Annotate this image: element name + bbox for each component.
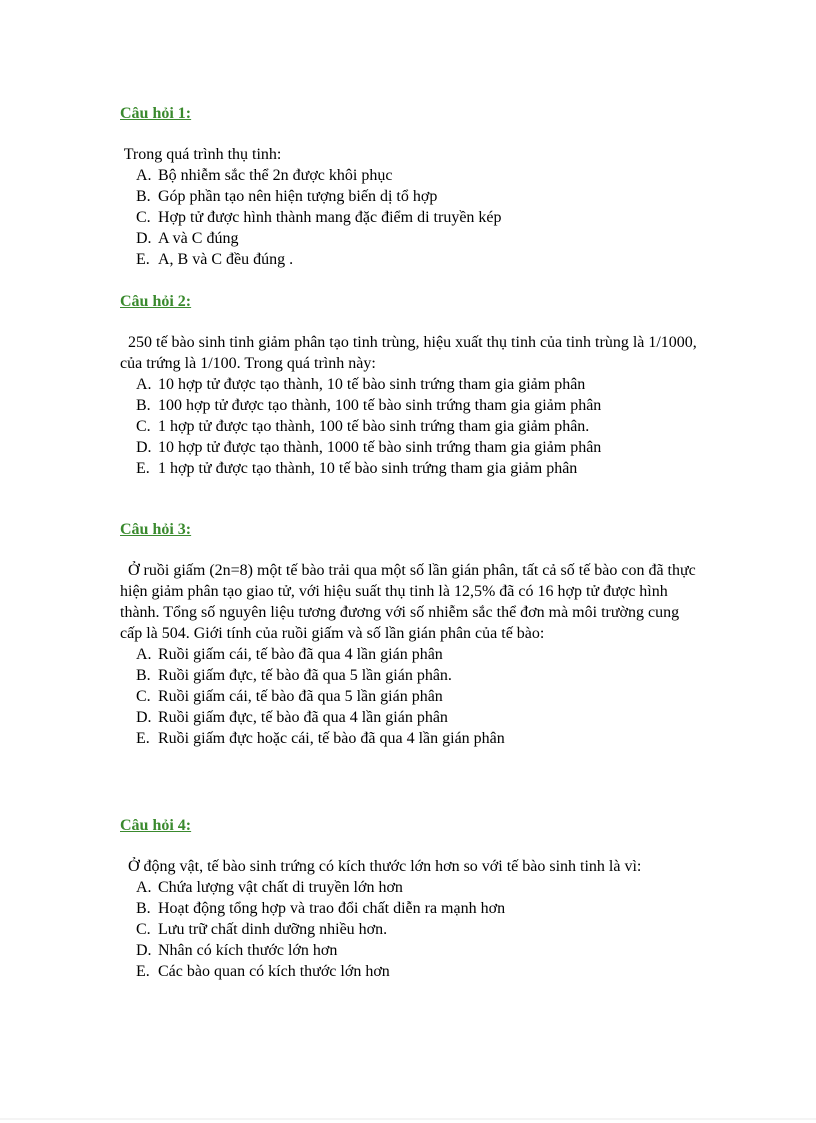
page-bottom-divider xyxy=(0,1118,816,1120)
option-text: A và C đúng xyxy=(158,230,239,247)
option-letter: E. xyxy=(136,730,150,747)
option-e xyxy=(136,728,700,749)
option-text: A, B và C đều đúng . xyxy=(158,251,294,268)
option-a xyxy=(136,877,700,898)
question-4 xyxy=(120,816,700,982)
option-letter: A. xyxy=(136,879,152,896)
option-text: 10 hợp tử được tạo thành, 10 tế bào sinh trứng tham gia giảm phân xyxy=(158,376,586,393)
option-e xyxy=(136,249,700,270)
option-d xyxy=(136,940,700,961)
option-letter: C. xyxy=(136,688,151,705)
option-a xyxy=(136,644,700,665)
option-letter: C. xyxy=(136,209,151,226)
option-b xyxy=(136,186,700,207)
option-letter: B. xyxy=(136,667,151,684)
option-letter: A. xyxy=(136,167,152,184)
option-c xyxy=(136,919,700,940)
question-title: Câu hỏi 4: xyxy=(120,817,192,834)
option-e xyxy=(136,458,700,479)
question-title: Câu hỏi 3: xyxy=(120,521,192,538)
question-stem: Ở ruồi giấm (2n=8) một tế bào trải qua một số lần gián phân, tất cả số tế bào con đã thực hiện giảm phân tạo giao tử, với hiệu suất thụ tinh là 12,5% đã có 16 hợp tử được hình thành. Tổng số nguyên liệu tương đương với số nhiễm sắc thể đơn mà môi trường cung cấp là 504. Giới tính của ruồi giấm và số lần gián phân của tế bào: xyxy=(120,562,700,642)
option-text: Các bào quan có kích thước lớn hơn xyxy=(158,963,390,980)
options-list xyxy=(120,374,700,479)
question-2 xyxy=(120,292,700,479)
option-text: Hợp tử được hình thành mang đặc điểm di truyền kép xyxy=(158,209,502,226)
question-3 xyxy=(120,520,700,749)
option-letter: A. xyxy=(136,376,152,393)
options-list xyxy=(120,644,700,749)
option-letter: D. xyxy=(136,230,152,247)
option-text: Ruồi giấm đực, tế bào đã qua 5 lần gián phân. xyxy=(158,667,452,684)
question-1 xyxy=(120,104,700,270)
option-letter: C. xyxy=(136,921,151,938)
option-text: Nhân có kích thước lớn hơn xyxy=(158,942,338,959)
option-text: 100 hợp tử được tạo thành, 100 tế bào sinh trứng tham gia giảm phân xyxy=(158,397,602,414)
option-text: Ruồi giấm đực hoặc cái, tế bào đã qua 4 lần gián phân xyxy=(158,730,505,747)
option-letter: D. xyxy=(136,439,152,456)
options-list xyxy=(120,877,700,982)
option-letter: E. xyxy=(136,963,150,980)
option-text: Hoạt động tổng hợp và trao đổi chất diễn ra mạnh hơn xyxy=(158,900,506,917)
option-c xyxy=(136,416,700,437)
question-stem: 250 tế bào sinh tinh giảm phân tạo tinh trùng, hiệu xuất thụ tinh của tinh trùng là 1/1000, của trứng là 1/100. Trong quá trình này: xyxy=(120,334,701,372)
option-letter: D. xyxy=(136,942,152,959)
option-c xyxy=(136,686,700,707)
option-letter: E. xyxy=(136,460,150,477)
option-text: 1 hợp tử được tạo thành, 10 tế bào sinh trứng tham gia giảm phân xyxy=(158,460,578,477)
option-text: Bộ nhiễm sắc thể 2n được khôi phục xyxy=(158,167,393,184)
option-d xyxy=(136,707,700,728)
question-title: Câu hỏi 2: xyxy=(120,293,192,310)
option-text: Lưu trữ chất dinh dưỡng nhiều hơn. xyxy=(158,921,388,938)
option-letter: C. xyxy=(136,418,151,435)
option-text: 10 hợp tử được tạo thành, 1000 tế bào sinh trứng tham gia giảm phân xyxy=(158,439,602,456)
option-text: Chứa lượng vật chất di truyền lớn hơn xyxy=(158,879,403,896)
option-b xyxy=(136,395,700,416)
option-text: Góp phần tạo nên hiện tượng biến dị tổ hợp xyxy=(158,188,438,205)
option-a xyxy=(136,374,700,395)
option-b xyxy=(136,665,700,686)
options-list xyxy=(120,165,700,270)
option-text: 1 hợp tử được tạo thành, 100 tế bào sinh trứng tham gia giảm phân. xyxy=(158,418,590,435)
option-text: Ruồi giấm đực, tế bào đã qua 4 lần gián phân xyxy=(158,709,448,726)
option-letter: B. xyxy=(136,397,151,414)
option-d xyxy=(136,228,700,249)
option-text: Ruồi giấm cái, tế bào đã qua 5 lần gián phân xyxy=(158,688,443,705)
question-stem: Trong quá trình thụ tinh: xyxy=(120,146,282,163)
option-letter: D. xyxy=(136,709,152,726)
option-e xyxy=(136,961,700,982)
option-a xyxy=(136,165,700,186)
option-letter: B. xyxy=(136,900,151,917)
option-letter: E. xyxy=(136,251,150,268)
option-d xyxy=(136,437,700,458)
question-title: Câu hỏi 1: xyxy=(120,105,192,122)
option-letter: A. xyxy=(136,646,152,663)
option-b xyxy=(136,898,700,919)
option-letter: B. xyxy=(136,188,151,205)
question-stem: Ở động vật, tế bào sinh trứng có kích thước lớn hơn so với tế bào sinh tinh là vì: xyxy=(120,858,642,875)
option-text: Ruồi giấm cái, tế bào đã qua 4 lần gián phân xyxy=(158,646,443,663)
option-c xyxy=(136,207,700,228)
